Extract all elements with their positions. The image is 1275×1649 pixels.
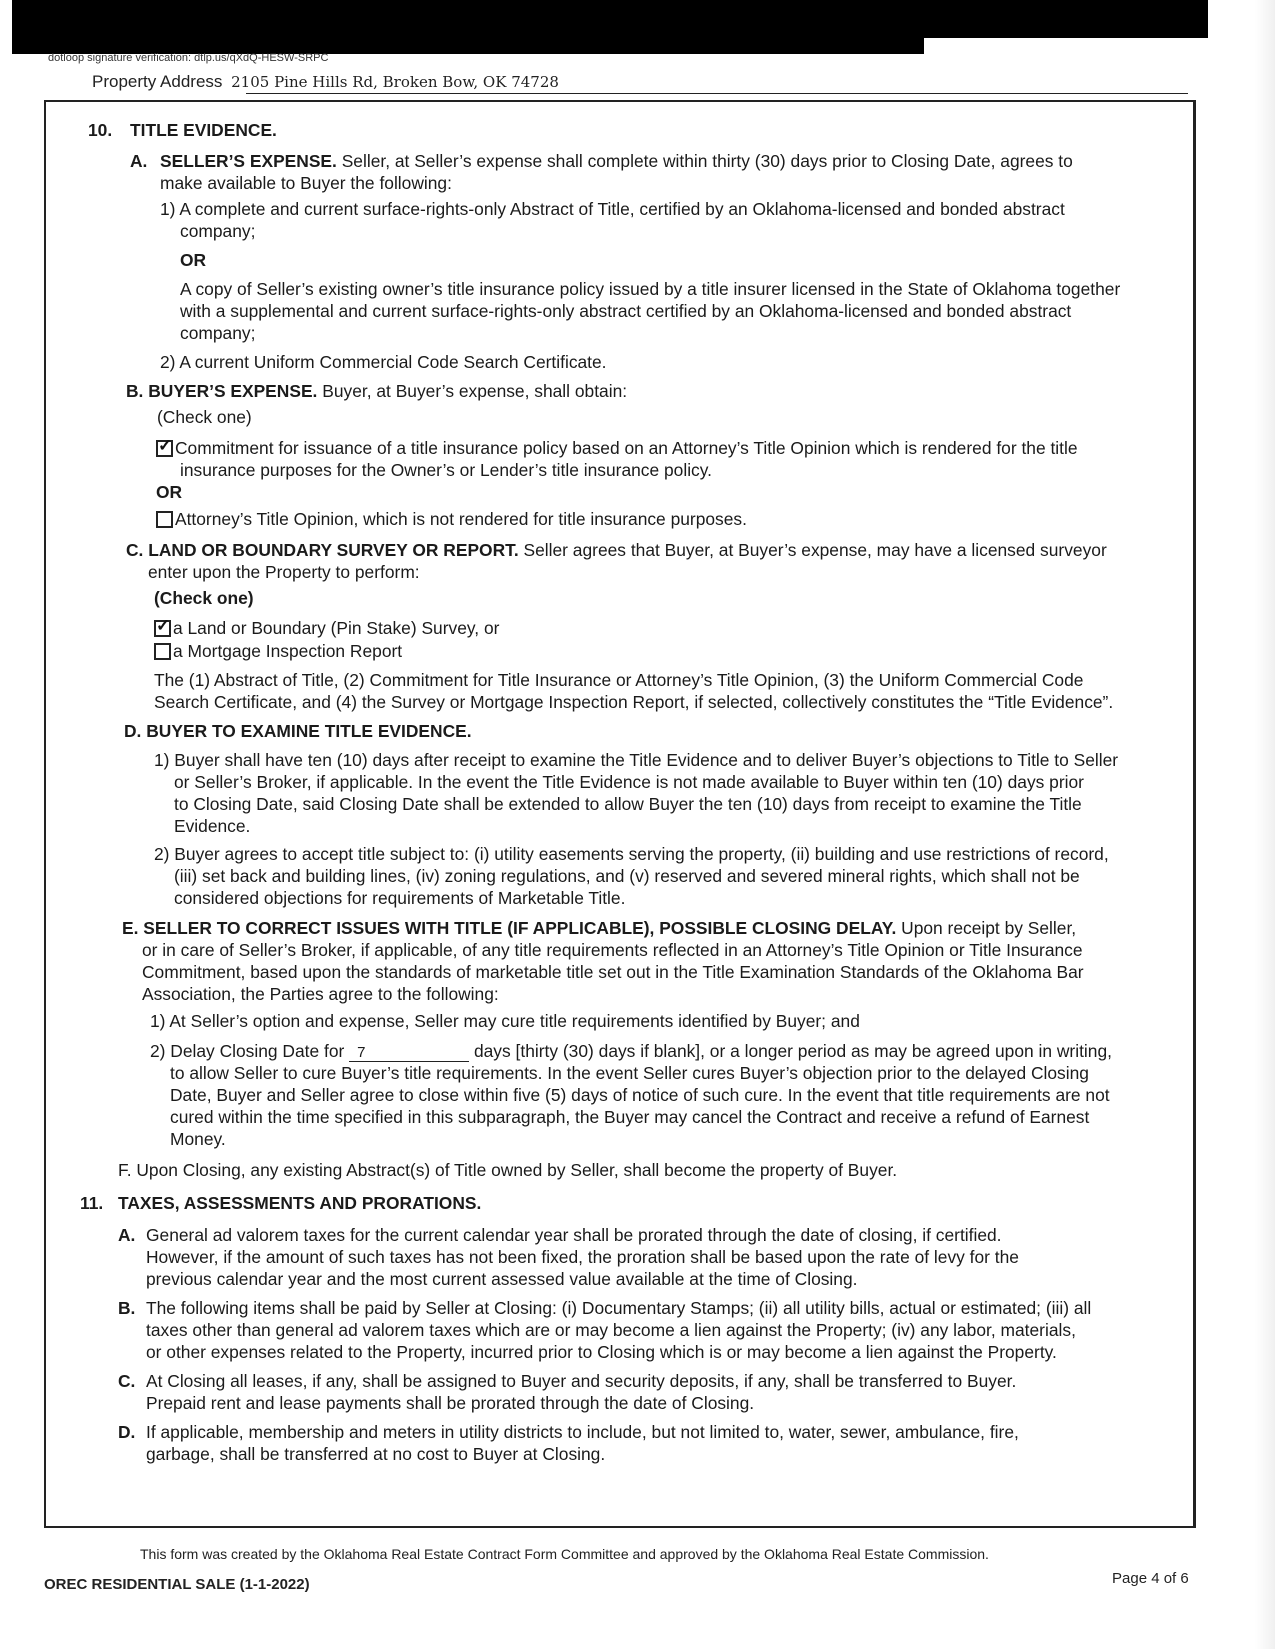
- s10b-line1: [126, 380, 627, 402]
- s10b-option-commitment[interactable]: [156, 437, 1078, 459]
- s10e-item1: 1) At Seller’s option and expense, Seller may cure title requirements identified by Buyer; and: [150, 1011, 860, 1031]
- s10c-check-one: (Check one): [154, 588, 254, 608]
- s10e-item2-line5: Money.: [170, 1129, 226, 1149]
- s10a-copy-line3: company;: [180, 323, 256, 343]
- s10a-copy-line2: with a supplemental and current surface-rights-only abstract certified by an Oklahoma-licensed and bonded abstract: [180, 301, 1072, 321]
- s10b-option2: Attorney’s Title Opinion, which is not rendered for title insurance purposes.: [175, 509, 747, 529]
- s10e-line3: Commitment, based upon the standards of marketable title set out in the Title Examination Standards of the Oklahoma Bar: [142, 962, 1084, 982]
- s11c-label: C.: [118, 1371, 136, 1391]
- s10c-option-survey[interactable]: [154, 617, 499, 639]
- footer-note: This form was created by the Oklahoma Real Estate Contract Form Committee and approved by the Oklahoma Real Estate Commission.: [140, 1546, 989, 1562]
- s10a-heading: SELLER’S EXPENSE.: [160, 151, 337, 171]
- section-11-title: TAXES, ASSESSMENTS AND PRORATIONS.: [118, 1193, 482, 1213]
- s10b-option1-line1: Commitment for issuance of a title insurance policy based on an Attorney’s Title Opinion which is rendered for the title: [175, 438, 1078, 458]
- s10b-label: B.: [126, 381, 144, 401]
- s10e-item2-line3: Date, Buyer and Seller agree to close within five (5) days of notice of such cure. In the event that title requirements are not: [170, 1085, 1110, 1105]
- s10a-line1-text: Seller, at Seller’s expense shall complete within thirty (30) days prior to Closing Date, agrees to: [341, 151, 1073, 171]
- s10c-line1: [126, 539, 1107, 561]
- s10d-item1-line3: to Closing Date, said Closing Date shall be extended to allow Buyer the ten (10) days from receipt to examine the Title: [174, 794, 1082, 814]
- s10d-item2-line3: considered objections for requirements of Marketable Title.: [174, 888, 626, 908]
- s10a-item2: 2) A current Uniform Commercial Code Search Certificate.: [160, 352, 607, 372]
- s10e-item2-line4: cured within the time specified in this subparagraph, the Buyer may cancel the Contract and receive a refund of Earnest: [170, 1107, 1090, 1127]
- s10d-heading-line: [124, 720, 472, 742]
- s11a-line3: previous calendar year and the most current assessed value available at the time of Closing.: [146, 1269, 858, 1289]
- s10e-item2-post: days [thirty (30) days if blank], or a longer period as may be agreed upon in writing,: [473, 1041, 1112, 1061]
- checkmark-icon: ✓: [156, 616, 171, 635]
- s10c-summary-line2: Search Certificate, and (4) the Survey or Mortgage Inspection Report, if selected, collectively constitutes the “Title Evidence”.: [154, 692, 1114, 712]
- s11b-label: B.: [118, 1298, 136, 1318]
- s10e-line1: [122, 917, 1076, 939]
- s10c-summary-line1: The (1) Abstract of Title, (2) Commitment for Title Insurance or Attorney’s Title Opinion, (3) the Uniform Commercial Code: [154, 670, 1084, 690]
- s10a-line1: [160, 150, 1073, 172]
- s10c-option1: a Land or Boundary (Pin Stake) Survey, or: [173, 618, 500, 638]
- attorney-opinion-checkbox[interactable]: [156, 511, 173, 528]
- s10c-label: C.: [126, 540, 144, 560]
- s10a-item1-line2: company;: [180, 221, 256, 241]
- mortgage-report-checkbox[interactable]: [154, 643, 171, 660]
- s10e-line1-text: Upon receipt by Seller,: [901, 918, 1077, 938]
- s10c-line1-text: Seller agrees that Buyer, at Buyer’s expense, may have a licensed surveyor: [523, 540, 1107, 560]
- s10a-or: OR: [180, 250, 207, 270]
- s10d-heading: BUYER TO EXAMINE TITLE EVIDENCE.: [146, 721, 472, 741]
- commitment-checkbox[interactable]: [156, 436, 173, 457]
- s10f-text: F. Upon Closing, any existing Abstract(s) of Title owned by Seller, shall become the property of Buyer.: [118, 1160, 898, 1180]
- s11c-line1: At Closing all leases, if any, shall be assigned to Buyer and security deposits, if any, shall be transferred to Buyer.: [146, 1371, 1017, 1391]
- form-id: OREC RESIDENTIAL SALE (1-1-2022): [44, 1576, 310, 1593]
- s10b-or: OR: [156, 482, 183, 502]
- s10d-item1-line4: Evidence.: [174, 816, 251, 836]
- s10e-heading: SELLER TO CORRECT ISSUES WITH TITLE (IF APPLICABLE), POSSIBLE CLOSING DELAY.: [143, 918, 897, 938]
- survey-checkbox[interactable]: [154, 616, 171, 637]
- s10a-line2: make available to Buyer the following:: [160, 173, 452, 193]
- section-10-title: TITLE EVIDENCE.: [130, 120, 277, 140]
- signature-verification: dotloop signature verification: dtlp.us/qXdQ-HESW-SRPC: [48, 52, 329, 64]
- s10b-option-attorney-opinion[interactable]: [156, 508, 747, 530]
- s11c-line2: Prepaid rent and lease payments shall be prorated through the date of Closing.: [146, 1393, 755, 1413]
- property-address-label: Property Address: [92, 72, 223, 91]
- s10d-item1-line2: or Seller’s Broker, if applicable. In the event the Title Evidence is not made available to Buyer within ten (10) days prior: [174, 772, 1084, 792]
- s10e-item2-pre: 2) Delay Closing Date for: [150, 1041, 345, 1061]
- s11a-line2: However, if the amount of such taxes has not been fixed, the proration shall be based upon the rate of levy for the: [146, 1247, 1019, 1267]
- s10b-check-one: (Check one): [157, 407, 252, 427]
- s11b-line3: or other expenses related to the Property, incurred prior to Closing which is or may become a lien against the Property.: [146, 1342, 1057, 1362]
- scan-edge: [1255, 0, 1275, 1649]
- s10d-item2-line1: 2) Buyer agrees to accept title subject to: (i) utility easements serving the property, (ii) building and use restrictions of record,: [154, 844, 1109, 864]
- s10d-item2-line2: (iii) set back and building lines, (iv) zoning regulations, and (v) reserved and severed mineral rights, which shall not be: [174, 866, 1080, 886]
- s10c-line2: enter upon the Property to perform:: [148, 562, 420, 582]
- s10c-option2: a Mortgage Inspection Report: [173, 641, 403, 661]
- s10d-label: D.: [124, 721, 142, 741]
- s10b-heading: BUYER’S EXPENSE.: [148, 381, 318, 401]
- property-address-value: 2105 Pine Hills Rd, Broken Bow, OK 74728: [231, 73, 559, 91]
- checkmark-icon: ✓: [158, 436, 173, 455]
- page-number: Page 4 of 6: [1112, 1570, 1189, 1587]
- s10a-label: A.: [130, 151, 148, 171]
- s10b-option1-line2: insurance purposes for the Owner’s or Lender’s title insurance policy.: [180, 460, 712, 480]
- s11d-line2: garbage, shall be transferred at no cost to Buyer at Closing.: [146, 1444, 606, 1464]
- s11a-line1: General ad valorem taxes for the current calendar year shall be prorated through the date of closing, if certified.: [146, 1225, 1002, 1245]
- s10e-line2: or in care of Seller’s Broker, if applicable, of any title requirements reflected in an Attorney’s Title Opinion or Title Insurance: [142, 940, 1083, 960]
- s10b-text: Buyer, at Buyer’s expense, shall obtain:: [322, 381, 628, 401]
- s11b-line1: The following items shall be paid by Seller at Closing: (i) Documentary Stamps; (ii) all utility bills, actual or estimated; (iii) all: [146, 1298, 1092, 1318]
- delay-days-field[interactable]: 7: [349, 1045, 469, 1062]
- s10e-label: E.: [122, 918, 139, 938]
- s10e-item2-line2: to allow Seller to cure Buyer’s title requirements. In the event Seller cures Buyer’s objection prior to the delayed Closing: [170, 1063, 1089, 1083]
- s10a-copy-line1: A copy of Seller’s existing owner’s title insurance policy issued by a title insurer licensed in the State of Oklahoma together: [180, 279, 1121, 299]
- s10e-item2-line1: [150, 1040, 1112, 1062]
- s10c-option-mortgage-report[interactable]: [154, 640, 402, 662]
- section-11-number: 11.: [80, 1193, 104, 1213]
- s10a-item1-line1: 1) A complete and current surface-rights-only Abstract of Title, certified by an Oklahoma-licensed and bonded abstract: [160, 199, 1065, 219]
- s10d-item1-line1: 1) Buyer shall have ten (10) days after receipt to examine the Title Evidence and to deliver Buyer’s objections to Title to Seller: [154, 750, 1119, 770]
- s11d-line1: If applicable, membership and meters in utility districts to include, but not limited to, water, sewer, ambulance, fire,: [146, 1422, 1019, 1442]
- s11b-line2: taxes other than general ad valorem taxes which are or may become a lien against the Property; (iv) any labor, materials,: [146, 1320, 1076, 1340]
- section-10-number: 10.: [88, 120, 113, 140]
- s10c-heading: LAND OR BOUNDARY SURVEY OR REPORT.: [148, 540, 519, 560]
- s11d-label: D.: [118, 1422, 136, 1442]
- s11a-label: A.: [118, 1225, 136, 1245]
- s10e-line4: Association, the Parties agree to the following:: [142, 984, 499, 1004]
